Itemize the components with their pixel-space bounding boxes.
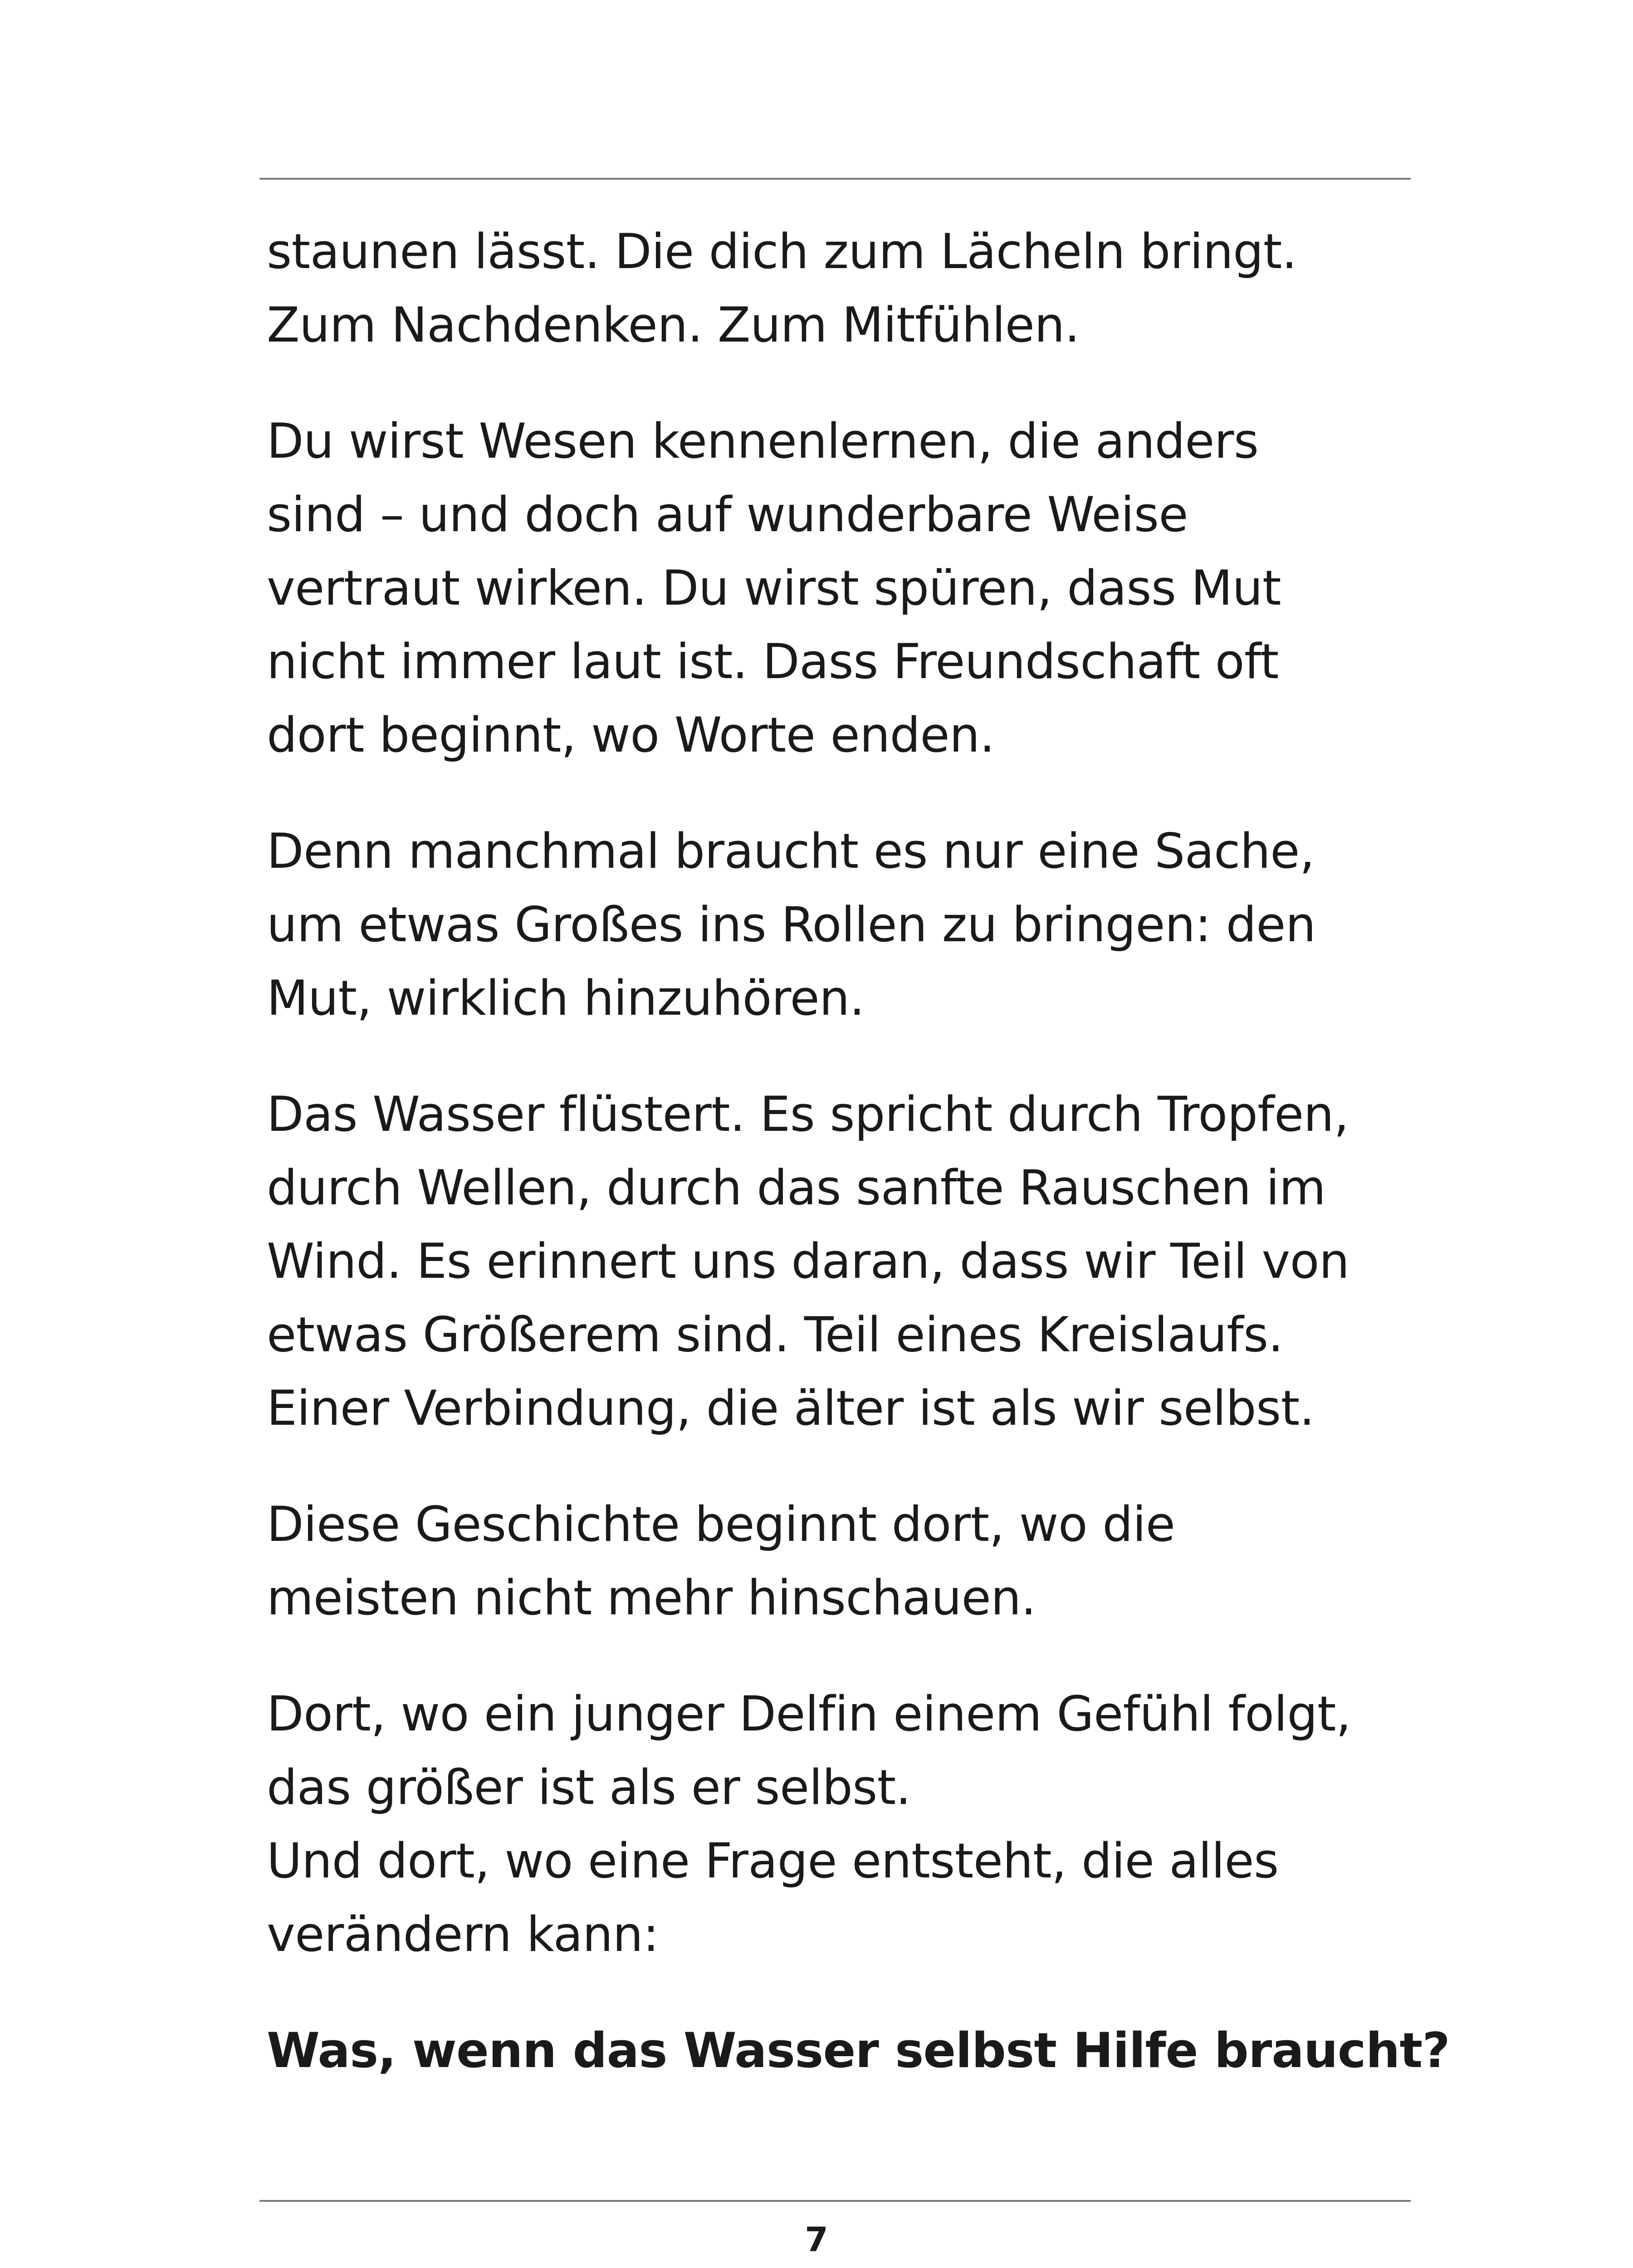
footer-rule — [259, 2200, 1411, 2202]
text-line: dort beginnt, wo Worte enden. — [267, 707, 995, 763]
text-line: meisten nicht mehr hinschauen. — [267, 1570, 1036, 1626]
paragraph-5 — [267, 1488, 1428, 1635]
page-number: 7 — [805, 2220, 828, 2259]
text-line: Das Wasser flüstert. Es spricht durch Tropfen, — [267, 1086, 1349, 1142]
closing-question: Was, wenn das Wasser selbst Hilfe braucht? — [267, 2023, 1450, 2078]
paragraph-2 — [267, 405, 1428, 772]
text-line: Mut, wirklich hinzuhören. — [267, 970, 865, 1026]
text-line: Zum Nachdenken. Zum Mitfühlen. — [267, 297, 1080, 353]
text-line: um etwas Großes ins Rollen zu bringen: den — [267, 897, 1316, 953]
text-line: Diese Geschichte beginnt dort, wo die — [267, 1496, 1175, 1552]
text-line: nicht immer laut ist. Dass Freundschaft oft — [267, 634, 1279, 689]
text-line: Dort, wo ein junger Delfin einem Gefühl folgt, — [267, 1686, 1351, 1742]
text-line: durch Wellen, durch das sanfte Rauschen im — [267, 1160, 1326, 1216]
paragraph-3 — [267, 815, 1428, 1035]
text-line: etwas Größerem sind. Teil eines Kreislaufs. — [267, 1307, 1283, 1363]
text-line: staunen lässt. Die dich zum Lächeln bringt. — [267, 224, 1297, 279]
header-rule — [259, 178, 1411, 180]
text-line: Und dort, wo eine Frage entsteht, die alles — [267, 1833, 1279, 1889]
text-line: Einer Verbindung, die älter ist als wir selbst. — [267, 1380, 1315, 1436]
text-line: Du wirst Wesen kennenlernen, die anders — [267, 413, 1259, 469]
text-line: Denn manchmal braucht es nur eine Sache, — [267, 823, 1315, 879]
paragraph-1 — [267, 215, 1428, 362]
text-line: Wind. Es erinnert uns daran, dass wir Teil von — [267, 1233, 1349, 1289]
paragraph-6 — [267, 1677, 1428, 1971]
text-line: vertraut wirken. Du wirst spüren, dass Mut — [267, 560, 1281, 616]
text-line: das größer ist als er selbst. — [267, 1760, 911, 1815]
text-line: verändern kann: — [267, 1906, 659, 1962]
page-body — [267, 215, 1450, 2087]
text-line: sind – und doch auf wunderbare Weise — [267, 487, 1188, 543]
paragraph-4 — [267, 1078, 1428, 1445]
